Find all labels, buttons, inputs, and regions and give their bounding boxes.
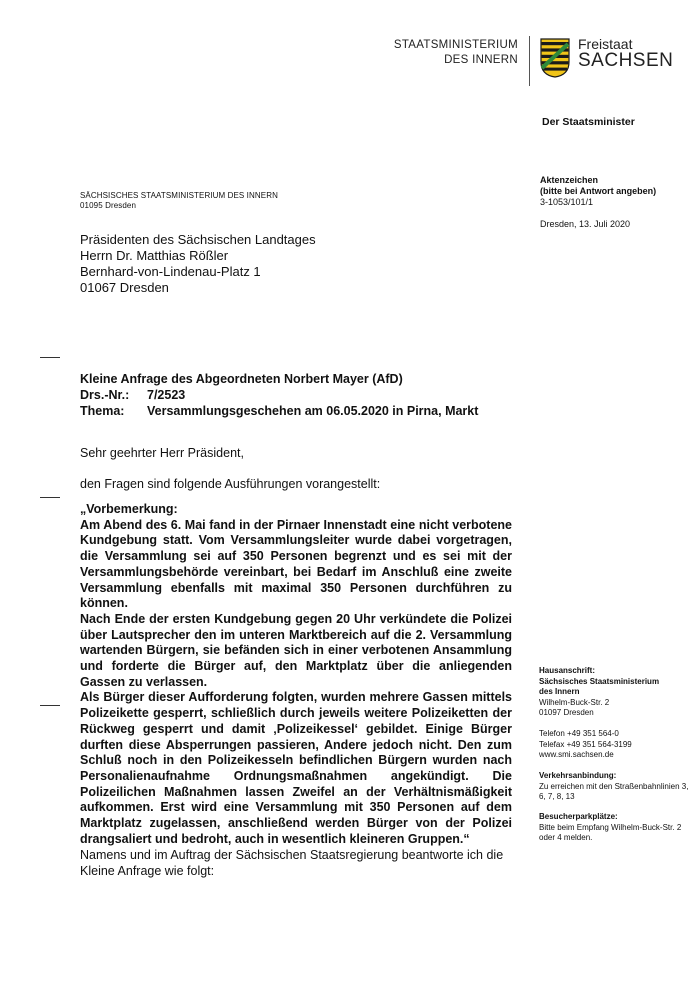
ministry-name	[380, 38, 518, 68]
drs-label: Drs.-Nr.:	[80, 388, 130, 402]
subject-title: Kleine Anfrage des Abgeordneten Norbert Mayer (AfD)	[80, 372, 403, 386]
address-line-4: 01097 Dresden	[539, 708, 594, 717]
reference-block	[540, 175, 656, 208]
website-link[interactable]: www.smi.sachsen.de	[539, 750, 614, 759]
sidebar-address	[539, 666, 689, 719]
fold-mark	[40, 357, 60, 358]
sender-address	[80, 191, 278, 211]
ministry-line-2: DES INNERN	[444, 54, 518, 66]
sidebar-transit	[539, 771, 689, 803]
sidebar-parking	[539, 812, 689, 844]
thema-value: Versammlungsgeschehen am 06.05.2020 in Pirna, Markt	[147, 404, 479, 418]
ministry-line-1: STAATSMINISTERIUM	[393, 39, 518, 51]
address-label: Hausanschrift:	[539, 666, 596, 675]
recipient-address	[80, 232, 316, 296]
fold-mark	[40, 705, 60, 706]
reference-hint: (bitte bei Antwort angeben)	[540, 186, 657, 196]
fold-mark	[40, 497, 60, 498]
closing-text: Namens und im Auftrag der Sächsischen Staatsregierung beantworte ich die Kleine Anfrage wie folgt:	[80, 848, 504, 878]
recipient-line-2: Herrn Dr. Matthias Rößler	[80, 248, 229, 263]
drs-value: 7/2523	[147, 388, 186, 402]
reference-number: 3-1053/101/1	[540, 197, 594, 207]
parking-info: Bitte beim Empfang Wilhelm-Buck-Str. 2 oder 4 melden.	[539, 822, 682, 842]
sachsen-label: SACHSEN	[578, 50, 674, 71]
fax-number: Telefax +49 351 564-3199	[539, 739, 632, 749]
recipient-line-3: Bernhard-von-Lindenau-Platz 1	[80, 264, 261, 279]
sidebar-contact	[539, 729, 689, 761]
subject-drs	[80, 387, 478, 403]
quote-paragraph-2: Nach Ende der ersten Kundgebung gegen 20 Uhr verkündete die Polizei über Lautsprecher den im unteren Marktbereich auf die 2. Versammlung wartenden Bürgern, sie befänden sich in einer verbotenen Ansammlung und forderte die Bürger auf, den Marktplatz über die anliegenden Gassen zu verlassen.	[80, 611, 512, 689]
phone-number: Telefon +49 351 564-0	[539, 729, 619, 738]
sender-line-1: SÄCHSISCHES STAATSMINISTERIUM DES INNERN	[80, 191, 278, 200]
recipient-line-1: Präsidenten des Sächsischen Landtages	[80, 232, 316, 247]
quote-paragraph-3: Als Bürger dieser Aufforderung folgten, wurden mehrere Gassen mittels Polizeikette gesperrt, schließlich durch jeweils weitere Polizeiketten der Rückweg gesperrt und damit ‚Polizeikessel‘ gebildet. Einige Bürger durften diese Absperrungen passieren, Andere jedoch nicht. Den zum Schluß noch in den Polizeikesseln befindlichen Bürgern wurden nach Personalienaufnahme Ordnungsmaßnahmen angekündigt. Die Polizeilichen Maßnahmen lassen Zweifel an der Verhältnismäßigkeit aufkommen. Erst wird eine Versammlung mit 350 Personen auf dem Marktplatz zugelassen, anschließend werden Bürger von der Polizei drangsaliert und bedroht, auch in wesentlich kleineren Gruppen.“	[80, 690, 512, 846]
reference-label: Aktenzeichen	[540, 175, 599, 185]
quote-heading: „Vorbemerkung:	[80, 502, 178, 516]
address-line-2: des Innern	[539, 687, 580, 696]
sender-line-2: 01095 Dresden	[80, 201, 137, 210]
intro-text: den Fragen sind folgende Ausführungen vorangestellt:	[80, 477, 381, 491]
letter-date: Dresden, 13. Juli 2020	[540, 219, 631, 229]
subject-block	[80, 371, 478, 419]
recipient-line-4: 01067 Dresden	[80, 280, 169, 295]
subject-thema	[80, 403, 478, 419]
freistaat-label: Freistaat	[578, 36, 633, 52]
address-line-1: Sächsisches Staatsministerium	[539, 676, 660, 686]
transit-label: Verkehrsanbindung:	[539, 771, 617, 780]
quoted-preliminary-remark	[80, 502, 512, 847]
thema-label: Thema:	[80, 404, 125, 418]
saxony-crest-icon	[540, 38, 570, 78]
sender-title: Der Staatsminister	[542, 116, 635, 128]
quote-paragraph-1: Am Abend des 6. Mai fand in der Pirnaer Innenstadt eine nicht verbotene Kundgebung statt. Vom Versammlungsleiter wurde dabei vorgetragen, die Versammlung sei auf 350 Personen begrenzt und es sei mit der Versammlungsbehörde vereinbart, bei Bedarf im Anschluß eine zweite Versammlung ebenfalls mit maximal 350 Personen durchführen zu können.	[80, 517, 512, 611]
letterhead-divider	[529, 36, 530, 86]
transit-info: Zu erreichen mit den Straßenbahnlinien 3, 6, 7, 8, 13	[539, 781, 689, 801]
address-line-3: Wilhelm-Buck-Str. 2	[539, 697, 610, 707]
parking-label: Besucherparkplätze:	[539, 812, 618, 821]
salutation: Sehr geehrter Herr Präsident,	[80, 446, 244, 460]
